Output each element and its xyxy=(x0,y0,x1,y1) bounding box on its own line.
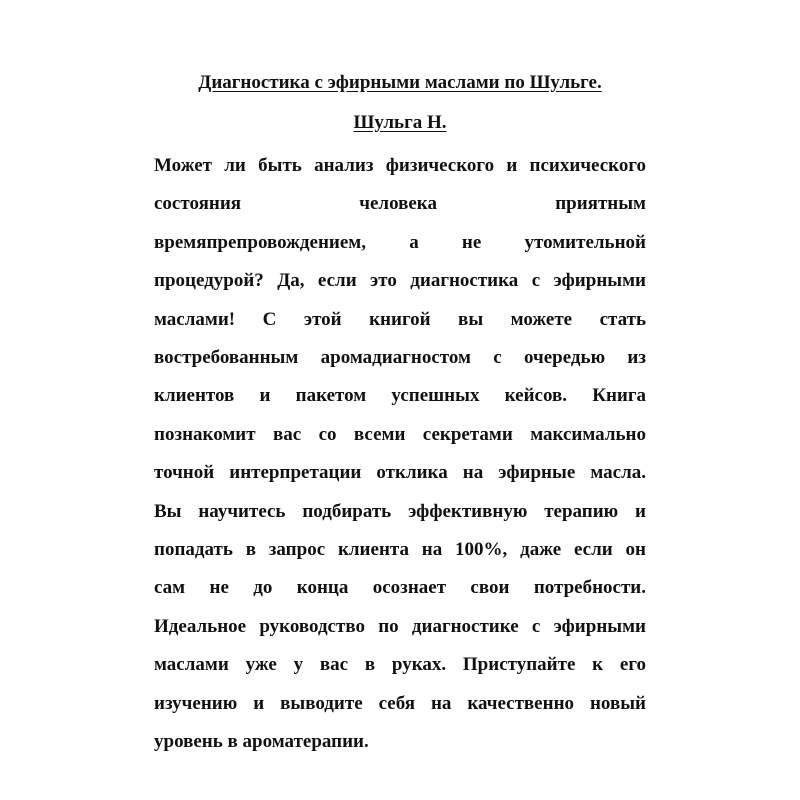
body-line: времяпрепровождением, а не утомительной xyxy=(154,231,646,253)
body-line: точной интерпретации отклика на эфирные масла. xyxy=(154,462,646,484)
body-line: состояния человека приятным xyxy=(154,193,646,215)
body-line: сам не до конца осознает свои потребности. xyxy=(154,577,646,599)
body-line: востребованным аромадиагностом с очередью из xyxy=(154,347,646,369)
document-body xyxy=(154,147,646,762)
body-line: попадать в запрос клиента на 100%, даже если он xyxy=(154,539,646,561)
body-line: маслами уже у вас в руках. Приступайте к его xyxy=(154,654,646,676)
body-line: клиентов и пакетом успешных кейсов. Книга xyxy=(154,385,646,407)
body-line: маслами! С этой книгой вы можете стать xyxy=(154,308,646,330)
body-line: познакомит вас со всеми секретами максимально xyxy=(154,423,646,445)
body-line: уровень в ароматерапии. xyxy=(154,731,369,753)
document-page xyxy=(154,64,646,762)
body-line: Может ли быть анализ физического и психического xyxy=(154,155,646,176)
body-line: Вы научитесь подбирать эффективную терапию и xyxy=(154,500,646,522)
body-line: процедурой? Да, если это диагностика с эфирными xyxy=(154,270,646,292)
document-author: Шульга Н. xyxy=(353,112,447,133)
body-line: изучению и выводите себя на качественно новый xyxy=(154,692,646,714)
body-line: Идеальное руководство по диагностике с эфирными xyxy=(154,615,646,637)
document-title: Диагностика с эфирными маслами по Шульге. xyxy=(198,72,602,93)
